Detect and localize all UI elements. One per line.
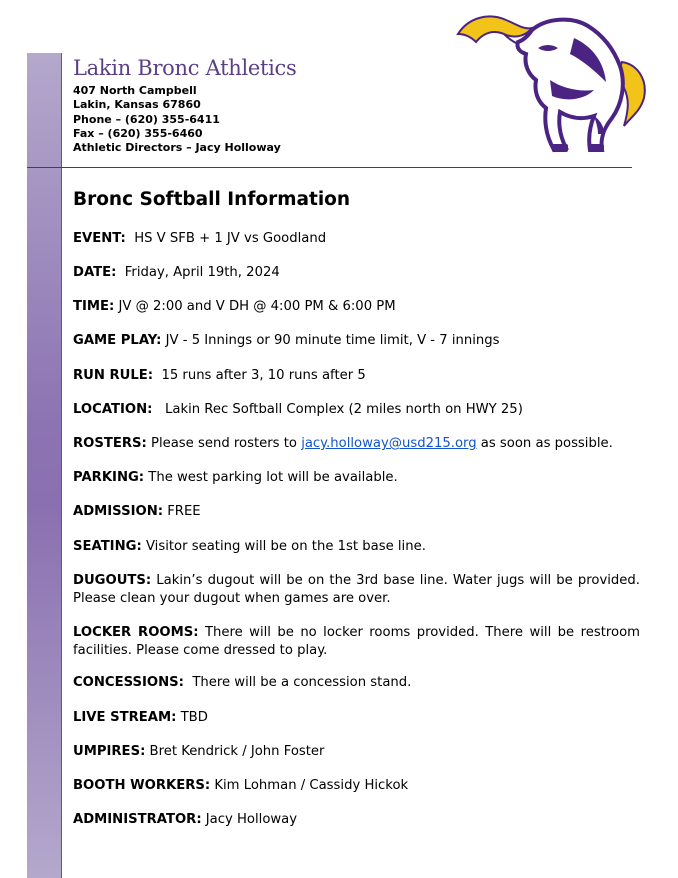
- field-admission: [73, 503, 640, 521]
- field-game-play: [73, 332, 640, 350]
- document-title: Bronc Softball Information: [73, 189, 351, 210]
- field-label: CONCESSIONS:: [73, 675, 184, 690]
- field-value: Kim Lohman / Cassidy Hickok: [214, 778, 409, 793]
- contact-block: [73, 84, 281, 155]
- field-date: [73, 264, 640, 282]
- field-label: ROSTERS:: [73, 436, 147, 451]
- field-value: FREE: [167, 504, 201, 519]
- field-parking: [73, 469, 640, 487]
- field-label: EVENT:: [73, 231, 126, 246]
- field-value: Lakin’s dugout will be on the 3rd base line. Water jugs will be provided. Please clean your dugout when games are over.: [73, 573, 640, 606]
- field-location: [73, 401, 640, 419]
- field-administrator: [73, 811, 640, 829]
- field-value: Visitor seating will be on the 1st base line.: [145, 539, 426, 554]
- field-dugouts: [73, 572, 640, 608]
- field-label: PARKING:: [73, 470, 145, 485]
- field-live-stream: [73, 709, 640, 727]
- address-line-1: 407 North Campbell: [73, 84, 197, 97]
- email-link[interactable]: jacy.holloway@usd215.org: [301, 436, 477, 451]
- field-value: Jacy Holloway: [205, 812, 298, 827]
- field-value: Bret Kendrick / John Foster: [149, 744, 325, 759]
- field-label: ADMINISTRATOR:: [73, 812, 202, 827]
- field-event: [73, 230, 640, 248]
- field-value: Lakin Rec Softball Complex (2 miles north on HWY 25): [165, 402, 523, 417]
- field-value: Friday, April 19th, 2024: [124, 265, 280, 280]
- field-booth-workers: [73, 777, 640, 795]
- field-label: LOCKER ROOMS:: [73, 625, 199, 640]
- field-rosters: [73, 435, 640, 453]
- field-label: TIME:: [73, 299, 115, 314]
- header-divider: [27, 167, 632, 168]
- field-value: The west parking lot will be available.: [148, 470, 398, 485]
- fax-number: Fax – (620) 355-6460: [73, 126, 203, 140]
- field-value: JV - 5 Innings or 90 minute time limit, V - 7 innings: [165, 333, 500, 348]
- field-value-suffix: as soon as possible.: [480, 436, 613, 451]
- field-label: SEATING:: [73, 539, 142, 554]
- field-value: HS V SFB + 1 JV vs Goodland: [134, 231, 327, 246]
- field-run-rule: [73, 367, 640, 385]
- field-label: ADMISSION:: [73, 504, 164, 519]
- field-label: GAME PLAY:: [73, 333, 162, 348]
- field-label: LIVE STREAM:: [73, 710, 177, 725]
- field-label: RUN RULE:: [73, 368, 154, 383]
- field-label: DUGOUTS:: [73, 573, 152, 588]
- field-label: LOCATION:: [73, 402, 153, 417]
- field-value: 15 runs after 3, 10 runs after 5: [161, 368, 366, 383]
- field-locker-rooms: [73, 624, 640, 660]
- field-value: JV @ 2:00 and V DH @ 4:00 PM & 6:00 PM: [118, 299, 396, 314]
- bronco-horse-logo-icon: [454, 8, 650, 160]
- org-name: Lakin Bronc Athletics: [73, 56, 297, 80]
- field-value: There will be a concession stand.: [192, 675, 412, 690]
- field-time: [73, 298, 640, 316]
- decorative-sidebar-bar: [27, 53, 62, 878]
- field-seating: [73, 538, 640, 556]
- athletic-directors: Athletic Directors – Jacy Holloway: [73, 141, 281, 155]
- field-label: UMPIRES:: [73, 744, 146, 759]
- field-value: TBD: [180, 710, 208, 725]
- address-line-2: Lakin, Kansas 67860: [73, 98, 201, 112]
- phone-number: Phone – (620) 355-6411: [73, 112, 220, 126]
- field-umpires: [73, 743, 640, 761]
- field-value: There will be no locker rooms provided. There will be restroom facilities. Please come dressed to play.: [73, 625, 641, 658]
- field-label: BOOTH WORKERS:: [73, 778, 211, 793]
- field-label: DATE:: [73, 265, 117, 280]
- field-concessions: [73, 674, 640, 692]
- field-value: Please send rosters to: [151, 436, 297, 451]
